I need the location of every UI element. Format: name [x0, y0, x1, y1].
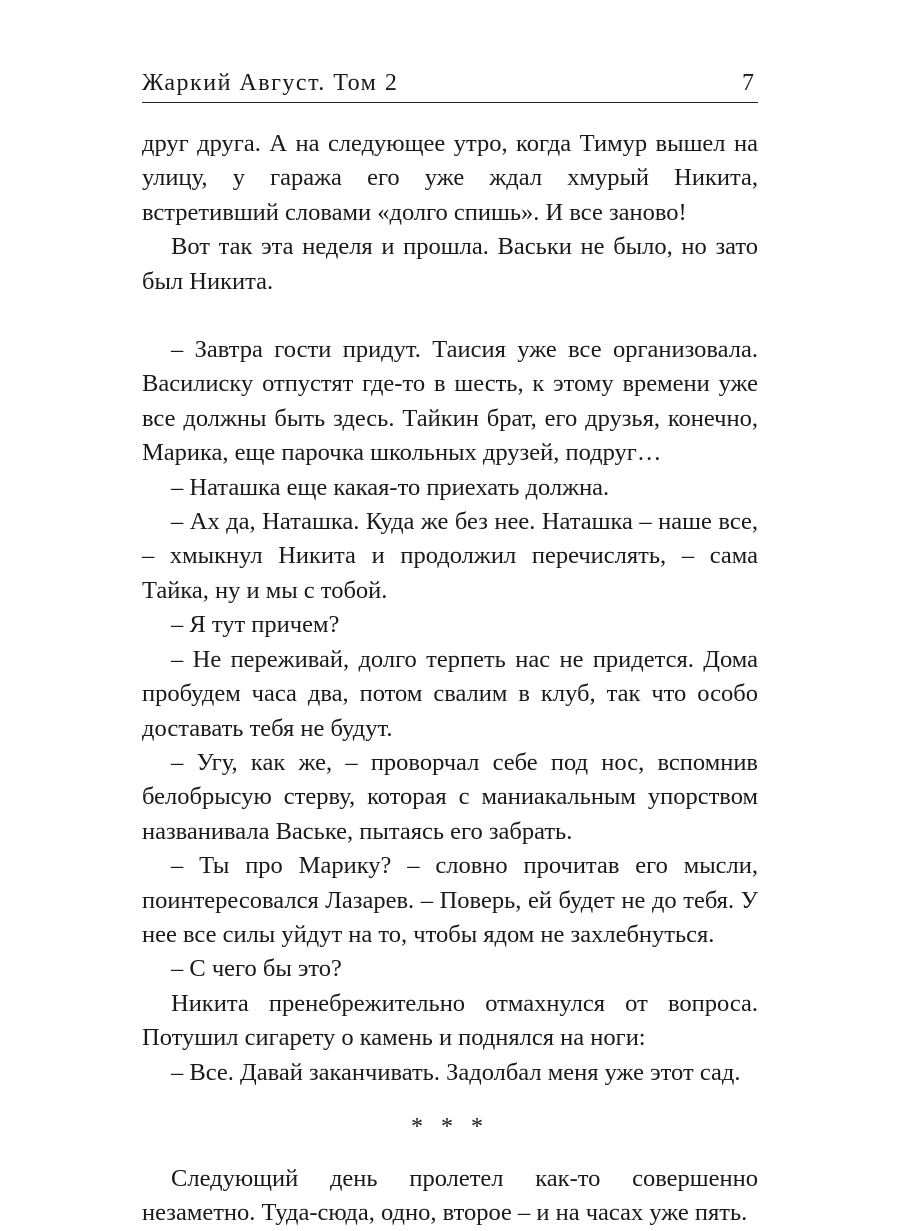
paragraph: друг друга. А на следующее утро, когда Тимур вышел на улицу, у гаража его уже ждал хмурый Никита, встретивший словами «долго спишь». И все заново! — [142, 130, 758, 226]
dialogue-line: – Ах да, Наташка. Куда же без нее. Наташка – наше все, – хмыкнул Никита и продолжил перечислять, – сама Тайка, ну и мы с тобой. — [142, 508, 758, 604]
dialogue-line: – С чего бы это? — [171, 955, 342, 983]
running-header — [142, 62, 758, 103]
paragraph: Вот так эта неделя и прошла. Васьки не было, но зато был Никита. — [142, 233, 758, 295]
blank-line — [142, 299, 758, 333]
dialogue-line: – Завтра гости придут. Таисия уже все организовала. Василиску отпустят где-то в шесть, к этому времени уже все должны быть здесь. Тайкин брат, его друзья, конечно, Марика, еще парочка школьных друзей, подруг… — [142, 336, 758, 467]
page-number: 7 — [742, 70, 754, 96]
paragraph: Никита пренебрежительно отмахнулся от вопроса. Потушил сигарету о камень и поднялся на ноги: — [142, 989, 758, 1052]
dialogue-line: – Наташка еще какая-то приехать должна. — [171, 473, 610, 501]
page-body — [142, 127, 758, 1231]
paragraph: Следующий день пролетел как-то совершенно незаметно. Туда-сюда, одно, второе – и на часах уже пять. — [142, 1164, 758, 1227]
section-separator: * * * — [411, 1113, 489, 1140]
dialogue-line: – Не переживай, долго терпеть нас не придется. Дома пробудем часа два, потом свалим в клуб, так что особо доставать тебя не будут. — [142, 645, 758, 742]
dialogue-line: – Я тут причем? — [171, 611, 340, 639]
book-title: Жаркий Август. Том 2 — [142, 70, 399, 96]
dialogue-line: – Все. Давай заканчивать. Задолбал меня уже этот сад. — [171, 1058, 741, 1086]
dialogue-line: – Угу, как же, – проворчал себе под нос, вспомнив белобрысую стерву, которая с маниакальным упорством названивала Ваське, пытаясь его забрать. — [142, 748, 758, 845]
dialogue-line: – Ты про Марику? – словно прочитав его мысли, поинтересовался Лазарев. – Поверь, ей будет не до тебя. У нее все силы уйдут на то, чтобы ядом не захлебнуться. — [142, 852, 758, 948]
